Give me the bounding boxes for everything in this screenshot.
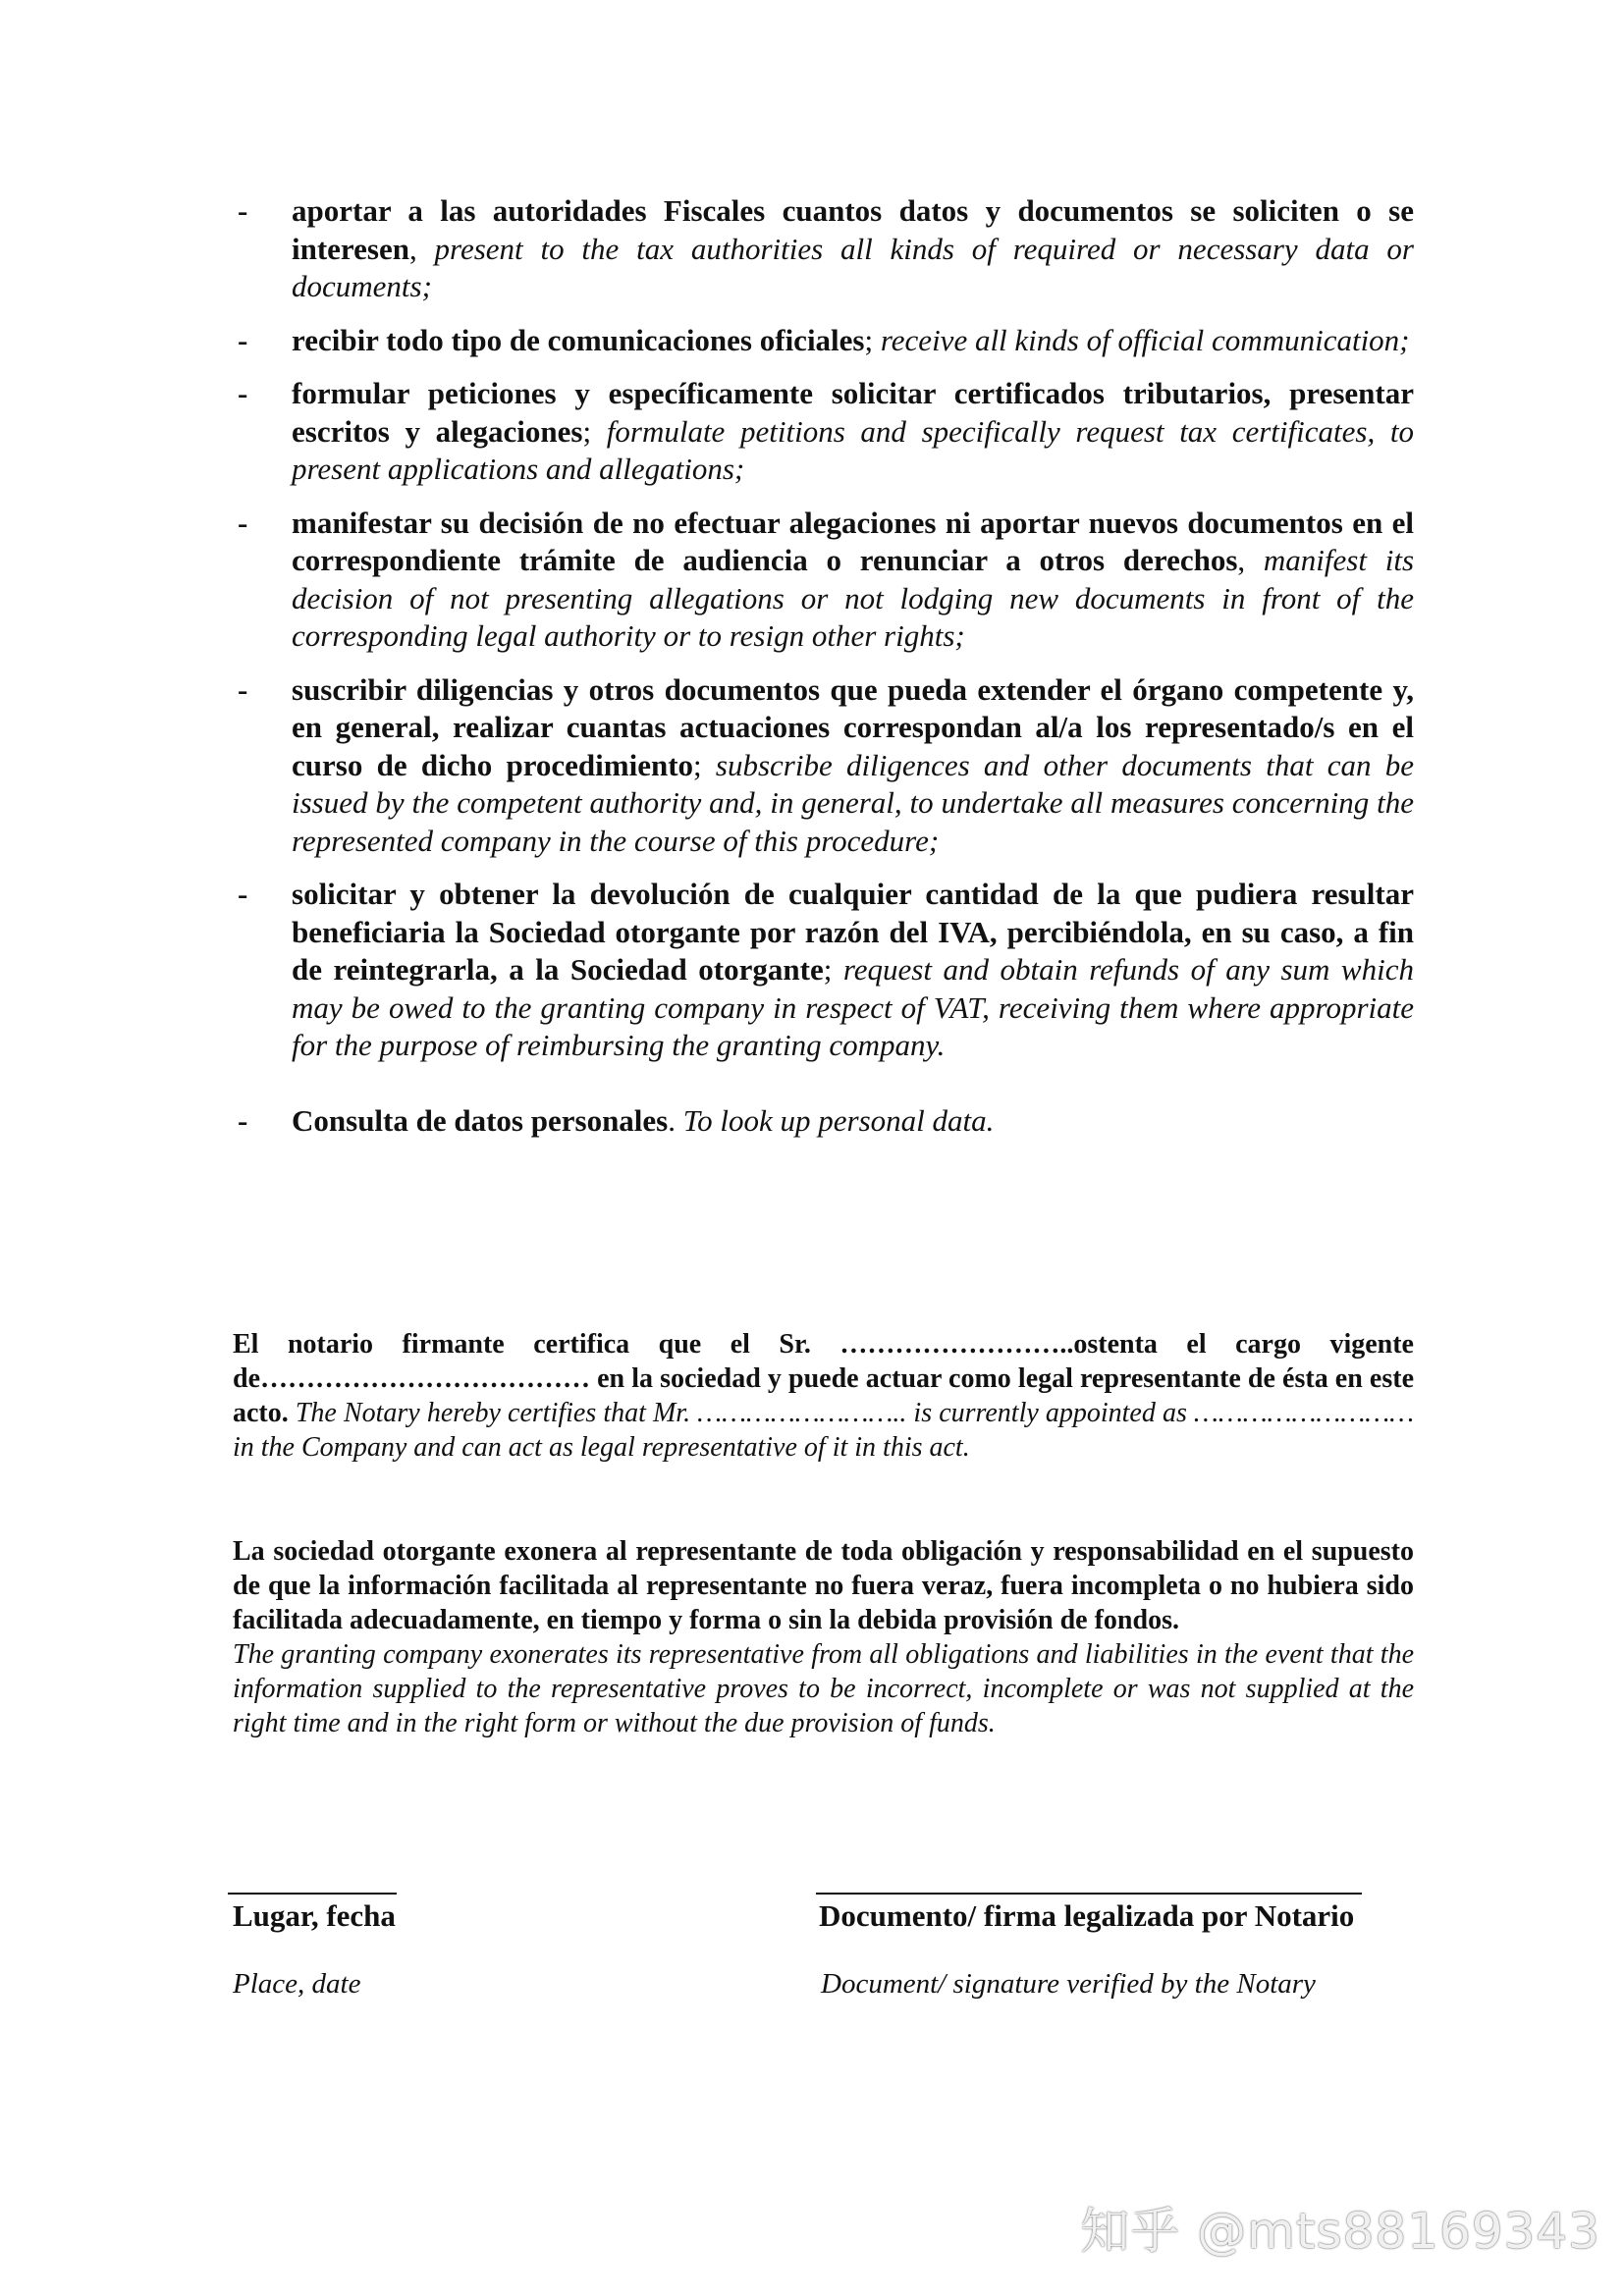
english-text: formulate petitions and specifically request tax certificates, to present applications and allegations; <box>292 413 1414 486</box>
bullet-dash: - <box>238 671 248 707</box>
list-item <box>238 505 1414 656</box>
bullet-dash: - <box>238 505 248 540</box>
list-item <box>238 671 1414 861</box>
separator: ; <box>823 952 843 987</box>
english-text: To look up personal data. <box>682 1102 995 1138</box>
notary-signature-label: Documento/ firma legalizada por Notario <box>819 1898 1355 1933</box>
watermark: 知乎 @mts88169343 <box>1080 2203 1600 2260</box>
list-item <box>238 1102 1414 1141</box>
place-date-signature-line <box>228 1893 397 1895</box>
notary-spanish-text: El notario firmante certifica que el Sr. ……………………..ostenta el cargo vigente de……………………………… en la sociedad y puede actuar como legal representante de ésta en este acto. <box>233 1329 1414 1428</box>
separator: ; <box>693 747 716 782</box>
exoneration-english-text: The granting company exonerates its representative from all obligations and liabilities in the event that the information supplied to the representative proves to be incorrect, incomplete or was not supplied at the right time and in the right form or without the due provision of funds. <box>233 1639 1414 1738</box>
bullet-dash: - <box>238 1102 248 1138</box>
notary-english-text: The Notary hereby certifies that Mr. …………………….. is currently appointed as ……………………… in the Company and can act as legal representative of it in this act. <box>233 1398 1415 1463</box>
bullet-dash: - <box>238 376 248 410</box>
place-date-label: Lugar, fecha <box>233 1898 396 1933</box>
english-text: manifest its decision of not presenting allegations or not lodging new documents in front of the corresponding legal authority or to resign other rights; <box>292 543 1415 653</box>
list-item <box>238 876 1414 1065</box>
exoneration-clause <box>233 1534 1414 1740</box>
separator: ; <box>864 322 881 357</box>
spanish-text: formular peticiones y específicamente solicitar certificados tributarios, presentar escritos y alegaciones <box>292 376 1414 449</box>
list-item <box>238 192 1414 306</box>
notary-certification <box>233 1327 1414 1465</box>
english-text: subscribe diligences and other documents that can be issued by the competent authority and, in general, to undertake all measures concerning the represented company in the course of this procedure; <box>292 747 1414 858</box>
english-text: receive all kinds of official communication; <box>880 322 1410 357</box>
bullet-dash: - <box>238 322 248 357</box>
english-text: request and obtain refunds of any sum which may be owed to the granting company in respect of VAT, receiving them where appropriate for the purpose of reimbursing the granting company. <box>292 952 1414 1062</box>
bullet-dash: - <box>238 877 248 911</box>
separator: , <box>1237 543 1264 577</box>
authority-list <box>238 192 1414 1155</box>
separator: , <box>408 231 435 266</box>
exoneration-spanish-text: La sociedad otorgante exonera al representante de toda obligación y responsabilidad en el supuesto de que la información facilitada al representante no fuera veraz, fuera incompleta o no hubiera sido facilitada adecuadamente, en tiempo y forma o sin la debida provisión de fondos. <box>233 1536 1414 1635</box>
separator: ; <box>582 413 607 449</box>
spanish-text: solicitar y obtener la devolución de cualquier cantidad de la que pudiera resultar beneficiaria la Sociedad otorgante por razón del IVA, percibiéndola, en su caso, a fin de reintegrarla, a la Sociedad otorgante <box>292 877 1414 987</box>
notary-signature-line <box>816 1893 1362 1895</box>
spanish-text: aportar a las autoridades Fiscales cuantos datos y documentos se soliciten o se interesen <box>292 193 1414 266</box>
spanish-text: suscribir diligencias y otros documentos que pueda extender el órgano competente y, en general, realizar cuantas actuaciones correspondan al/a los representado/s en el curso de dicho procedimiento <box>292 671 1414 782</box>
bullet-dash: - <box>238 193 248 228</box>
separator: . <box>668 1102 683 1138</box>
spanish-text: Consulta de datos personales <box>292 1102 669 1138</box>
spanish-text: recibir todo tipo de comunicaciones oficiales <box>292 322 865 357</box>
notary-signature-sublabel: Document/ signature verified by the Notary <box>821 1968 1316 2000</box>
list-item <box>238 375 1414 489</box>
list-item <box>238 322 1414 360</box>
place-date-sublabel: Place, date <box>233 1968 361 2000</box>
english-text: present to the tax authorities all kinds of required or necessary data or documents; <box>292 231 1414 303</box>
spanish-text: manifestar su decisión de no efectuar alegaciones ni aportar nuevos documentos en el correspondiente trámite de audiencia o renunciar a otros derechos <box>292 505 1414 577</box>
